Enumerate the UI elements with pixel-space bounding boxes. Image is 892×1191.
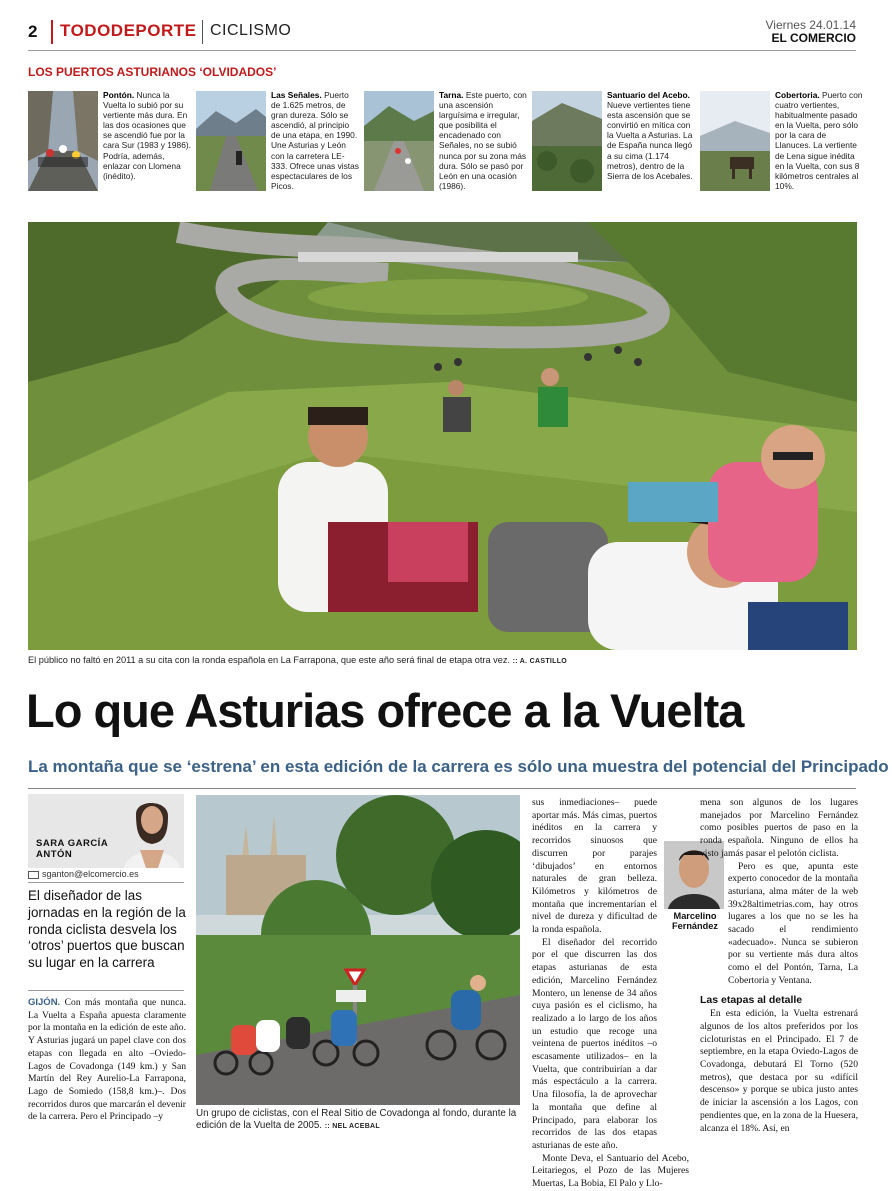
page-number: 2	[28, 22, 38, 41]
headline: Lo que Asturias ofrece a la Vuelta	[26, 684, 744, 737]
main-photo-caption: El público no faltó en 2011 a su cita con la ronda española en La Farrapona, que este año será final de etapa otra vez. :: A. CASTILLO	[28, 655, 568, 665]
pass-text: Las Señales. Puerto de 1.625 metros, de gran dureza. Sólo se ascendió, al principio de una etapa, en 1990. Une Asturias y León con la carretera LE-333. Ofrece unas vistas espectaculares de los Picos.	[271, 90, 359, 191]
newspaper-name: EL COMERCIO	[771, 31, 856, 45]
cyclists-photo-illustration	[196, 795, 520, 1105]
article-column-1: GIJÓN. Con más montaña que nunca. La Vuelta a España apuesta claramente por la montaña en la edición de este año. Y Asturias jugará un papel clave con dos etapas con llegada en alto –Oviedo-Lagos de Covadonga (149 km.) y San Martín del Rey Aurelio-La Farrapona, Lago de Somiedo (158,8 km.)–. Dos recorridos duros que marcarán el devenir de la carrera. Pero el Principado –y	[28, 997, 186, 1123]
subheadline: La montaña que se ‘estrena’ en esta edición de la carrera es sólo una muestra del potencial del Principado	[28, 757, 889, 776]
pass-text: Tarna. Este puerto, con una ascensión larguísima e irregular, que posibilita el encadenado con Señales, no se subió nunca por su zona más dura. Sólo se pasó por León en una ocasión (1986).	[439, 90, 527, 191]
paragraph: mena son algunos de los lugares manejados por Marcelino Fernández como posibles puertos de paso en la ronda española. Ninguno de ellos ha visto jamás pasar el pelotón ciclista.	[700, 797, 858, 859]
paragraph: El diseñador del recorrido por el que discurren las dos etapas asturianas de esta edición, Marcelino Fernández Montero, un lenense de 34 años cuya pasión es el ciclismo, ha realizado a lo largo de los años un estudio que recoge una veintena de puertos inéditos –o escasamente utilizados– en la Vuelta, que contribuirían a dar más espectáculo a la carrera. Una filosofía, la de aprovechar la montaña que define al Principado, para elaborar los recorridos de las dos etapas asturianas de este año.	[532, 936, 657, 1151]
cyclists-photo-caption: Un grupo de ciclistas, con el Real Sitio de Covadonga al fondo, durante la edición de la Vuelta de 2005. :: NEL ACEBAL	[196, 1108, 517, 1131]
passes-strip-title: LOS PUERTOS ASTURIANOS ‘OLVIDADOS’	[28, 65, 277, 79]
pass-photo-senales	[196, 91, 266, 191]
pass-text: Pontón. Nunca la Vuelta lo subió por su vertiente más dura. En las dos ocasiones que se ascendió fue por la cara Sur (1983 y 1986). Podría, además, enlazar con Llomena (inédito).	[103, 90, 191, 181]
photo-credit: :: NEL ACEBAL	[324, 1123, 380, 1130]
pass-text: Cobertoria. Puerto con cuatro vertientes, habitualmente pasado en la Vuelta, pero sólo por la cara de Llanuces. La vertiente de Lena sigue inédita en la Vuelta, con sus 8 kilómetros centrales al 10%.	[775, 90, 863, 191]
article-column-3	[700, 797, 858, 1135]
mail-icon	[28, 871, 39, 879]
pass-item	[196, 90, 359, 195]
issue-date: Viernes 24.01.14	[765, 18, 856, 32]
paragraph: sus inmediaciones– puede aportar más. Más cimas, puertos inéditos en la carrera y recorridos sinuosos que discurren por parajes ‘dibujados’ en entornos naturales de gran belleza. Kilómetros y kilómetros de montaña que incrementarían el nivel de dureza y dificultad de la ronda española.	[532, 797, 657, 936]
pass-photo-cobertoria	[700, 91, 770, 191]
subsection-label[interactable]: CICLISMO	[210, 22, 292, 39]
pass-item	[700, 90, 863, 195]
intro-rule	[28, 990, 184, 991]
main-photo-illustration	[28, 222, 857, 650]
pass-item	[364, 90, 527, 195]
author-email[interactable]: sganton@elcomercio.es	[28, 869, 139, 879]
subheading: Las etapas al detalle	[700, 993, 803, 1006]
section-label[interactable]: TODODEPORTE	[60, 21, 197, 40]
main-photo	[28, 222, 857, 650]
dateline: GIJÓN.	[28, 997, 61, 1008]
header-divider	[202, 20, 203, 44]
pass-photo-ponton	[28, 91, 98, 191]
pass-photo-tarna	[364, 91, 434, 191]
article-rule	[28, 788, 856, 789]
paragraph: Pero es que, apunta este experto conocedor de la montaña asturiana, alma máter de la web 39x28altimetrias.com, hay otros lugares a los que no se les ha sacado el rendimiento «adecuado». Nunca se subieron por su vertiente más dura altos como el del Pontón, Tarna, La Cobertoria y Ventana.	[728, 860, 858, 986]
paragraph: Monte Deva, el Santuario del Acebo, Leitariegos, el Pozo de las Mujeres Muertas, La Bobia, El Palo y Llo-	[532, 1152, 689, 1190]
expert-name: Marcelino Fernández	[672, 911, 718, 931]
article-intro: El diseñador de las jornadas en la región de la ronda ciclista desvela los ‘otros’ puertos que buscan su lugar en la carrera	[28, 888, 186, 971]
pass-item	[28, 90, 191, 195]
pass-photo-acebo	[532, 91, 602, 191]
pass-text: Santuario del Acebo. Nueve vertientes tiene esta ascensión que se convirtió en mítica con la Vuelta a Asturias. La de España nunca llegó a su cima (1.174 metros), dentro de la Sierra de los Acebales.	[607, 90, 693, 181]
cyclists-photo	[196, 795, 520, 1105]
author-rule	[28, 882, 184, 883]
photo-credit: :: A. CASTILLO	[512, 658, 568, 665]
header-divider	[51, 20, 53, 44]
author-name: SARA GARCÍA ANTÓN	[36, 838, 109, 860]
pass-item	[532, 90, 692, 195]
header-rule	[28, 50, 856, 51]
paragraph: En esta edición, la Vuelta estrenará algunos de los altos preferidos por los cicloturistas en el Principado. El 7 de septiembre, en la etapa Oviedo-Lagos de Covadonga, debutará El Torno (520 metros), que destaca por su «difícil descenso» y porque se ubica justo antes de iniciar la ascensión a los Lagos, con pendientes que, en la zona de la Huesera, alcanza el 18%. Así, en	[700, 1008, 858, 1134]
